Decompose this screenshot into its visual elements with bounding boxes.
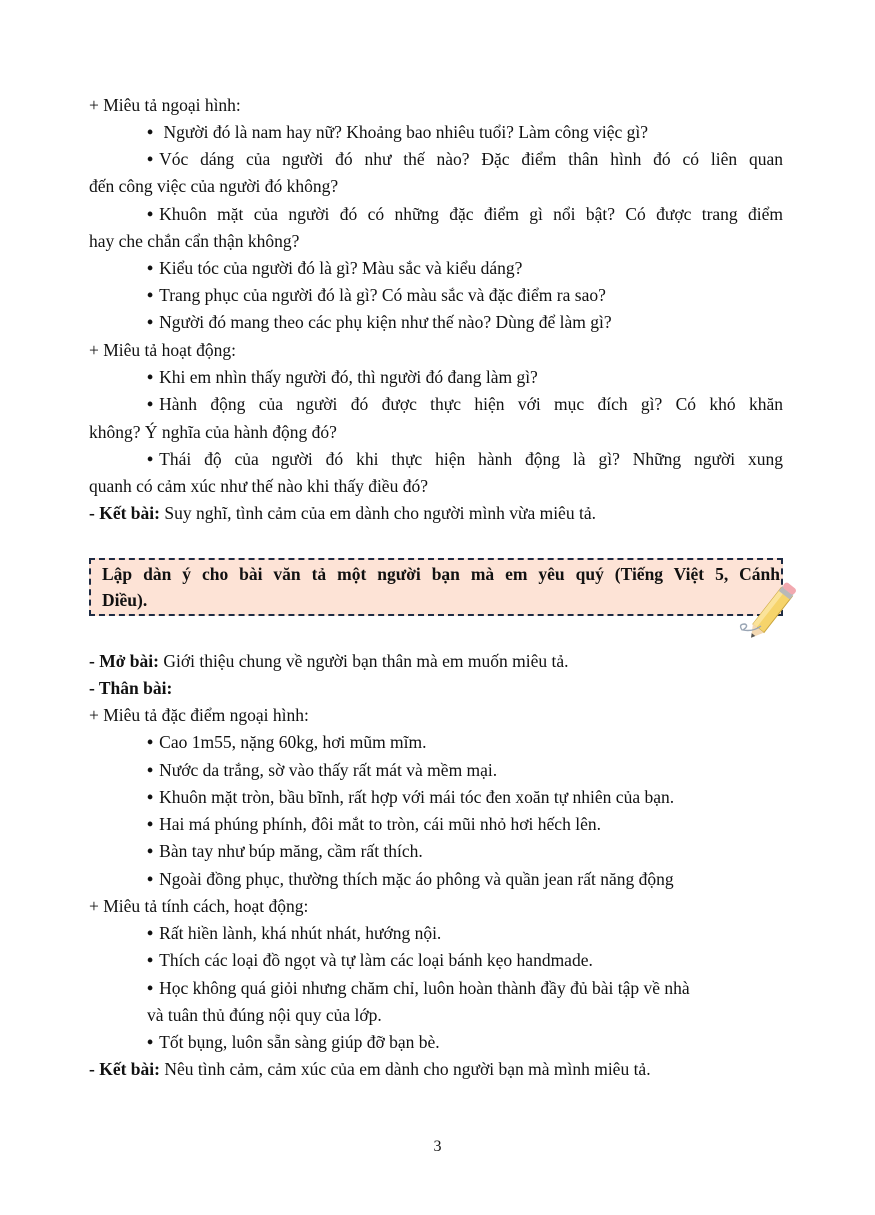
bullet-item-continuation: đến công việc của người đó không? — [89, 176, 339, 196]
bullet-item: • Thái độ của người đó khi thực hiện hành động là gì? Những người xung — [147, 449, 783, 469]
bullet-item: • Nước da trắng, sờ vào thấy rất mát và mềm mại. — [147, 760, 498, 780]
bullet-item-continuation: không? Ý nghĩa của hành động đó? — [89, 422, 337, 442]
bullet-item: • Trang phục của người đó là gì? Có màu sắc và đặc điểm ra sao? — [147, 285, 606, 305]
conclusion-line: - Kết bài: Nêu tình cảm, cảm xúc của em dành cho người bạn mà mình miêu tả. — [89, 1059, 651, 1079]
personality-heading: + Miêu tả tính cách, hoạt động: — [89, 896, 309, 916]
page-number: 3 — [433, 1138, 442, 1155]
body-heading: - Thân bài: — [89, 678, 173, 698]
bullet-item: • Khuôn mặt của người đó có những đặc điểm gì nổi bật? Có được trang điểm — [147, 204, 783, 224]
bullet-item: • Hai má phúng phính, đôi mắt to tròn, cái mũi nhỏ hơi hếch lên. — [147, 814, 601, 834]
bullet-item: • Bàn tay như búp măng, cầm rất thích. — [147, 841, 423, 861]
bullet-item: • Thích các loại đồ ngọt và tự làm các loại bánh kẹo handmade. — [147, 950, 593, 970]
bullet-item: • Khi em nhìn thấy người đó, thì người đó đang làm gì? — [147, 367, 538, 387]
bullet-item-continuation: quanh có cảm xúc như thế nào khi thấy điều đó? — [89, 476, 428, 496]
bullet-item: • Cao 1m55, nặng 60kg, hơi mũm mĩm. — [147, 732, 427, 752]
bullet-item: • Người đó mang theo các phụ kiện như thế nào? Dùng để làm gì? — [147, 312, 612, 332]
bullet-item: • Người đó là nam hay nữ? Khoảng bao nhiêu tuổi? Làm công việc gì? — [147, 122, 649, 142]
bullet-item: • Rất hiền lành, khá nhút nhát, hướng nội. — [147, 923, 442, 943]
bullet-item: • Ngoài đồng phục, thường thích mặc áo phông và quần jean rất năng động — [147, 869, 674, 889]
bullet-item: • Học không quá giỏi nhưng chăm chỉ, luôn hoàn thành đầy đủ bài tập về nhà — [147, 978, 690, 998]
bullet-item: • Kiểu tóc của người đó là gì? Màu sắc và kiểu dáng? — [147, 258, 523, 278]
bullet-item: • Khuôn mặt tròn, bầu bĩnh, rất hợp với mái tóc đen xoăn tự nhiên của bạn. — [147, 787, 675, 807]
task-title-line2: Diều). — [102, 590, 148, 610]
activity-heading: + Miêu tả hoạt động: — [89, 340, 236, 360]
appearance-heading: + Miêu tả đặc điểm ngoại hình: — [89, 705, 309, 725]
bullet-item: • Vóc dáng của người đó như thế nào? Đặc điểm thân hình đó có liên quan — [147, 149, 783, 169]
bullet-item: • Tốt bụng, luôn sẵn sàng giúp đỡ bạn bè. — [147, 1032, 440, 1052]
bullet-item-continuation: và tuân thủ đúng nội quy của lớp. — [147, 1005, 382, 1025]
pencil-icon — [734, 580, 806, 642]
intro-line: - Mở bài: Giới thiệu chung về người bạn thân mà em muốn miêu tả. — [89, 651, 569, 671]
appearance-heading: + Miêu tả ngoại hình: — [89, 95, 241, 115]
task-title-line1: Lập dàn ý cho bài văn tả một người bạn mà em yêu quý (Tiếng Việt 5, Cánh — [102, 564, 780, 584]
bullet-item-continuation: hay che chắn cẩn thận không? — [89, 231, 300, 251]
conclusion-line: - Kết bài: Suy nghĩ, tình cảm của em dành cho người mình vừa miêu tả. — [89, 503, 596, 523]
bullet-item: • Hành động của người đó được thực hiện với mục đích gì? Có khó khăn — [147, 394, 783, 414]
